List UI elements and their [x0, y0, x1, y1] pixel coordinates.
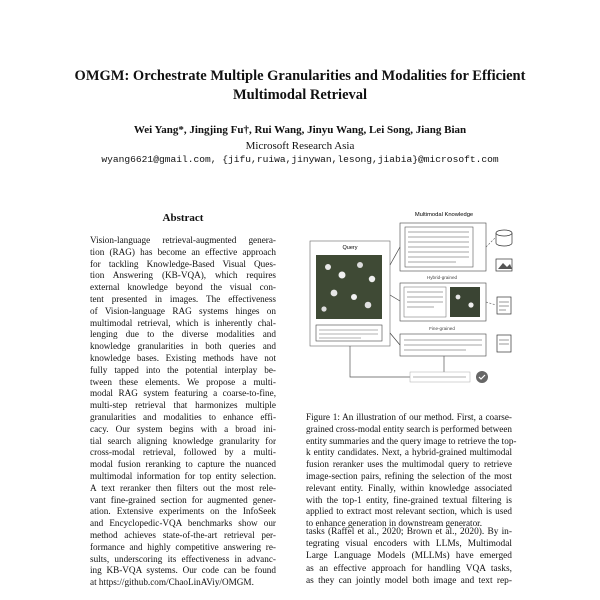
flower-blob: [456, 295, 461, 300]
abstract-line: modal fusion reranking to capture the nuanced: [90, 459, 276, 470]
caption-line: grained cross-modal entity search is performed between: [306, 423, 512, 434]
stage3-label: Fine-grained: [429, 326, 455, 331]
abstract-line: tent presented in images. The effectiveness: [90, 293, 276, 304]
query-label: Query: [342, 245, 358, 251]
abstract-line: fully tapped into the potential interplay be-: [90, 364, 276, 375]
method-figure: [306, 205, 526, 405]
flower-blob: [365, 302, 372, 309]
abstract-line: at https://github.com/ChaoLinAViy/OMGM.: [90, 577, 254, 588]
arrow: [390, 295, 400, 301]
flower-blob: [339, 272, 346, 279]
abstract-line: cross-modal retrieval, followed by a multi-: [90, 447, 276, 458]
author-list: Wei Yang*, Jingjing Fu†, Rui Wang, Jinyu Wang, Lei Song, Jiang Bian: [133, 124, 467, 136]
method-diagram: [306, 205, 526, 405]
flower-blob: [468, 302, 473, 307]
abstract-line: knowledge granularities in both queries and: [90, 341, 276, 352]
abstract-line: tion Answering (KB-VQA), which requires: [90, 270, 276, 281]
abstract-line: for tackling Knowledge-Based Visual Ques-: [90, 258, 276, 269]
image-collection-icon: [496, 259, 512, 271]
figure-caption: [306, 412, 517, 530]
body-line: as they can jointly model both image and text rep-: [306, 575, 512, 586]
abstract-line: multimodal retrieval, which is inherently chal-: [90, 317, 276, 328]
abstract-body: [90, 235, 276, 589]
affiliation: Microsoft Research Asia: [245, 140, 355, 152]
abstract-line: knowledge bases. Existing methods have not: [90, 352, 276, 363]
caption-line: with the top-1 entity, fine-grained textual filtering is: [306, 494, 512, 505]
page-icon: [497, 335, 511, 352]
check-icon: [476, 371, 488, 383]
abstract-heading: Abstract: [162, 212, 204, 224]
title-line-2: Multimodal Retrieval: [232, 87, 368, 103]
caption-line: fusion reranker uses the multimodal query to retrieve: [306, 459, 512, 470]
body-line: tasks (Raffel et al., 2020; Brown et al., 2020). By in-: [306, 527, 512, 537]
link-line: [486, 302, 496, 305]
caption-line: relevant entity. Finally, within knowledge associated: [306, 482, 512, 493]
abstract-line: tion (RAG) has become an effective approach: [90, 246, 276, 257]
abstract-line: modal RAG system featuring a coarse-to-fine,: [90, 388, 276, 399]
abstract-line: multi-step retrieval that harmonizes multiple: [90, 400, 276, 411]
abstract-line: ation. Extensive experiments on the InfoSeek: [90, 506, 276, 517]
link-line: [486, 237, 496, 247]
abstract-line: tial search aligning knowledge granularity for: [90, 435, 276, 446]
flower-blob: [351, 294, 357, 300]
caption-line: to enhance generation in downstream generator.: [306, 518, 483, 529]
database-icon: [496, 230, 512, 246]
flower-blob: [321, 306, 326, 311]
body-line: tegrating visual encoders with LLMs, Multimodal: [306, 539, 512, 550]
abstract-line: cacy. Our system begins with a broad ini-: [90, 423, 276, 434]
abstract-line: formance and highly competitive answering re-: [90, 541, 276, 552]
author-emails: wyang6621@gmail.com, {jifu,ruiwa,jinywan,lesong,jiabia}@microsoft.com: [101, 154, 499, 165]
abstract-line: lenging due to the diverse modalities and: [90, 329, 276, 340]
body-line: Large Language Models (MLLMs) have emerged: [306, 551, 512, 562]
abstract-line: external knowledge beyond the visual con-: [90, 282, 276, 293]
abstract-line: vant fine-grained section for augmented gener-: [90, 494, 276, 505]
flower-blob: [369, 276, 375, 282]
abstract-line: tween these elements. We propose a multi-: [90, 376, 276, 387]
abstract-line: granularities and modalities to enhance effi-: [90, 411, 276, 422]
caption-line: Figure 1: An illustration of our method. First, a coarse-: [306, 412, 512, 422]
caption-line: entity summaries and the query image to retrieve the top-: [306, 435, 517, 446]
caption-line: applied to extract most relevant section, which is used: [306, 506, 512, 517]
flower-blob: [357, 262, 363, 268]
intro-body-text: [306, 526, 512, 587]
abstract-line: multimodal information for top entity selection.: [90, 470, 276, 481]
kb-title: Multimodal Knowledge: [414, 212, 474, 218]
caption-line: k entity candidates. Next, a hybrid-grained multimodal: [306, 447, 512, 458]
stage2-label: Hybrid-grained: [426, 275, 458, 280]
abstract-line: of Vision-language RAG systems hinges on: [90, 305, 276, 316]
arrow: [390, 333, 400, 345]
title-line-1: OMGM: Orchestrate Multiple Granularities and Modalities for Efficient: [74, 68, 526, 84]
flower-blob: [331, 290, 338, 297]
abstract-line: method achieves state-of-the-art retrieval per-: [90, 529, 276, 540]
arrow: [390, 247, 400, 265]
paper-title: [40, 67, 560, 105]
abstract-line: Vision-language retrieval-augmented genera-: [90, 235, 276, 245]
abstract-line: and Encyclopedic-VQA benchmarks show our: [90, 518, 276, 529]
query-text-box: [316, 325, 382, 341]
body-line: as an effective approach for handling VQA tasks,: [306, 563, 512, 574]
section-image: [450, 287, 480, 317]
caption-line: image-section pairs, refining the selection of the most: [306, 470, 512, 481]
abstract-line: sults, underscoring its effectiveness in advanc-: [90, 553, 276, 564]
abstract-line: A text reranker then filters out the most rele-: [90, 482, 276, 493]
abstract-line: ing KB-VQA systems. Our code can be found: [90, 565, 276, 576]
flower-blob: [325, 264, 331, 270]
document-icon: [497, 297, 511, 314]
